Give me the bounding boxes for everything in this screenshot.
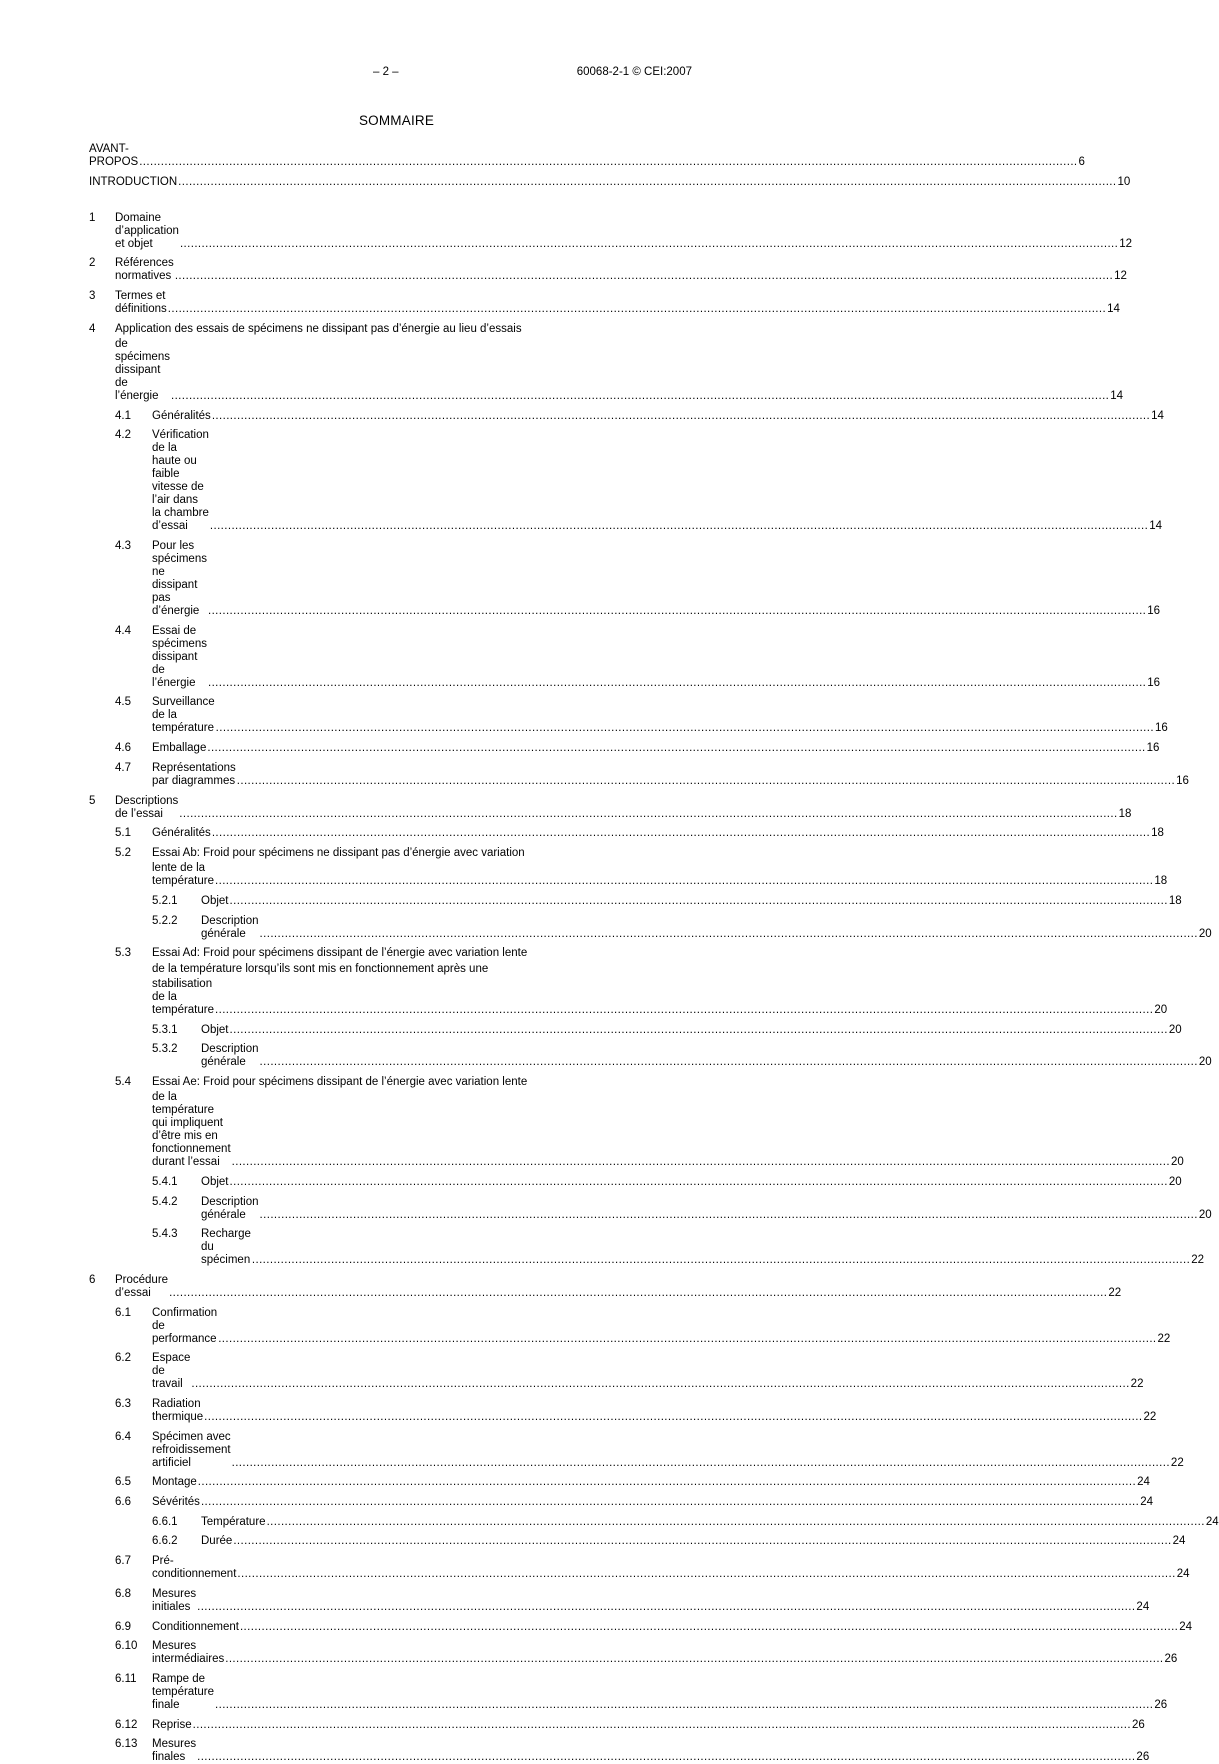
toc-entry[interactable] <box>89 1555 1190 1581</box>
toc-entry-number: 5.2.2 <box>152 914 178 927</box>
toc-entry-title: Confirmation de performance <box>152 1306 218 1345</box>
page-number: – 2 – <box>373 66 399 78</box>
toc-entry-number: 6.12 <box>115 1718 138 1731</box>
dot-leader <box>215 1699 1153 1712</box>
toc-entry[interactable] <box>89 1023 1182 1037</box>
toc-entry-title: Description générale <box>201 914 259 940</box>
dot-leader <box>204 1411 1142 1424</box>
toc-entry-title: Espace de travail <box>152 1352 191 1391</box>
toc-entry-number: 5.3.2 <box>152 1043 178 1056</box>
toc-entry[interactable] <box>89 1075 1184 1169</box>
dot-leader <box>225 1653 1163 1666</box>
toc-entry-title: Généralités <box>152 409 211 422</box>
toc-entry-title-line: Essai Ab: Froid pour spécimens ne dissipant pas d’énergie avec variation <box>152 846 525 859</box>
toc-entry[interactable] <box>89 1738 1150 1764</box>
dot-leader <box>218 1333 1156 1346</box>
toc-entry-number: 4.7 <box>115 761 131 774</box>
dot-leader <box>240 1621 1178 1634</box>
toc-entry-page: 20 <box>1154 1003 1168 1016</box>
toc-entry-title: Objet <box>201 1175 229 1188</box>
toc-entry-number: 5.1 <box>115 827 131 840</box>
toc-entry-page: 24 <box>1140 1496 1154 1509</box>
toc-entry-title: Descriptions de l’essai <box>115 794 179 820</box>
toc-entry-page: 20 <box>1170 1156 1184 1169</box>
toc-entry[interactable] <box>89 846 1168 888</box>
toc-entry-title: de la température qui impliquent d’être mis en fonctionnement durant l’essai <box>152 1091 231 1169</box>
toc-entry-page: 20 <box>1198 927 1212 940</box>
toc-entry-page: 14 <box>1107 303 1120 316</box>
toc-entry-title: Vérification de la haute ou faible vitesse de l’air dans la chambre d’essai <box>152 429 209 533</box>
toc-entry[interactable] <box>89 1672 1168 1712</box>
toc-entry-title: Pour les spécimens ne dissipant pas d’énergie <box>152 540 207 618</box>
dot-leader <box>180 238 1118 251</box>
toc-entry-title: Mesures initiales <box>152 1587 197 1613</box>
dot-leader <box>212 410 1150 423</box>
toc-entry-page: 22 <box>1170 1456 1184 1469</box>
toc-entry-number: 6.3 <box>115 1398 131 1411</box>
toc-entry[interactable] <box>89 175 1131 189</box>
toc-entry[interactable] <box>89 1273 1122 1300</box>
toc-entry-number: 4.3 <box>115 540 131 553</box>
dot-leader <box>178 176 1116 189</box>
toc-entry-page: 20 <box>1168 1023 1182 1036</box>
toc-entry-number: 6.9 <box>115 1620 131 1633</box>
toc-entry-page: 18 <box>1118 807 1132 820</box>
toc-entry-title: AVANT-PROPOS <box>89 143 139 168</box>
toc-entry-page: 14 <box>1149 520 1162 533</box>
toc-entry-title: Objet <box>201 894 229 907</box>
toc-entry-number: 6.1 <box>115 1306 131 1319</box>
toc-entry-page: 24 <box>1172 1535 1186 1548</box>
dot-leader <box>168 303 1106 316</box>
toc-entry-number: 6.13 <box>115 1738 138 1751</box>
toc-entry-number: 4.5 <box>115 696 131 709</box>
dot-leader <box>230 1176 1168 1189</box>
dot-leader <box>197 1751 1135 1764</box>
toc-entry-title: Représentations par diagrammes <box>152 761 236 787</box>
dot-leader <box>216 722 1154 735</box>
toc-entry[interactable] <box>89 540 1161 618</box>
toc-entry-page: 26 <box>1131 1718 1145 1731</box>
dot-leader <box>215 875 1153 888</box>
toc-entry-number: 5.4.1 <box>152 1175 178 1188</box>
dot-leader <box>191 1378 1129 1391</box>
dot-leader <box>175 270 1113 283</box>
toc-entry[interactable] <box>89 696 1168 735</box>
toc-entry-page: 6 <box>1078 156 1085 168</box>
toc-entry[interactable] <box>89 1398 1157 1424</box>
dot-leader <box>232 1156 1170 1169</box>
toc-entry-page: 12 <box>1119 237 1133 250</box>
toc-entry-number: 2 <box>89 257 96 270</box>
toc-entry-title: INTRODUCTION <box>89 175 178 188</box>
toc-entry-number: 6.4 <box>115 1430 131 1443</box>
toc-entry[interactable] <box>89 1352 1144 1391</box>
toc-entry-number: 6.5 <box>115 1476 131 1489</box>
toc-entry-number: 6.6.2 <box>152 1535 178 1548</box>
dot-leader <box>233 1535 1171 1548</box>
toc-entry-page: 24 <box>1137 1476 1150 1489</box>
dot-leader <box>210 520 1148 533</box>
toc-entry-title: Description générale <box>201 1043 259 1069</box>
toc-entry-title-line: Application des essais de spécimens ne dissipant pas d’énergie au lieu d’essais <box>115 322 522 335</box>
toc-entry-page: 26 <box>1154 1698 1168 1711</box>
toc-entry-title: Radiation thermique <box>152 1398 204 1424</box>
table-of-contents <box>89 143 1219 1764</box>
dot-leader <box>198 1476 1136 1489</box>
toc-entry[interactable] <box>89 257 1127 283</box>
toc-entry[interactable] <box>89 1476 1150 1489</box>
toc-entry-title: Conditionnement <box>152 1620 239 1633</box>
toc-entry-number: 6 <box>89 1273 96 1286</box>
toc-entry-page: 14 <box>1151 409 1164 422</box>
toc-entry-number: 6.7 <box>115 1555 131 1568</box>
toc-entry-number: 4.1 <box>115 409 131 422</box>
toc-entry[interactable] <box>89 1620 1193 1634</box>
toc-entry[interactable] <box>89 1515 1219 1529</box>
toc-entry[interactable] <box>89 211 1133 251</box>
toc-entry-number: 4.6 <box>115 742 131 755</box>
dot-leader <box>201 1496 1139 1509</box>
toc-entry[interactable] <box>89 290 1120 316</box>
toc-entry-title: de spécimens dissipant de l’énergie <box>115 338 170 403</box>
toc-entry-number: 5.4.3 <box>152 1228 178 1241</box>
toc-entry-number: 5.2.1 <box>152 894 178 907</box>
dot-leader <box>179 808 1117 821</box>
toc-entry-number: 5.3 <box>115 947 131 960</box>
toc-entry-page: 16 <box>1147 676 1161 689</box>
toc-entry-title: Généralités <box>152 827 211 840</box>
toc-entry[interactable] <box>89 1306 1171 1346</box>
dot-leader <box>215 1004 1153 1017</box>
page-title: SOMMAIRE <box>358 113 435 128</box>
toc-entry-title: lente de la température <box>152 862 215 888</box>
toc-entry-title: Reprise <box>152 1718 192 1731</box>
toc-entry-page: 24 <box>1176 1568 1190 1581</box>
toc-entry[interactable] <box>89 894 1182 908</box>
toc-entry[interactable] <box>89 322 1124 403</box>
toc-entry[interactable] <box>89 1175 1182 1189</box>
toc-entry-number: 3 <box>89 290 96 303</box>
dot-leader <box>139 156 1077 169</box>
toc-entry[interactable] <box>89 1640 1178 1666</box>
toc-entry-page: 14 <box>1110 390 1124 403</box>
toc-entry-number: 4 <box>89 322 96 335</box>
toc-entry-number: 5.4 <box>115 1075 131 1088</box>
dot-leader <box>252 1254 1190 1267</box>
dot-leader <box>237 1568 1175 1581</box>
toc-entry-page: 26 <box>1164 1653 1178 1666</box>
toc-entry-page: 12 <box>1114 270 1127 283</box>
toc-entry-page: 22 <box>1130 1378 1144 1391</box>
toc-entry[interactable] <box>89 794 1132 821</box>
toc-entry-page: 20 <box>1198 1208 1212 1221</box>
toc-entry[interactable] <box>89 1430 1184 1470</box>
toc-entry[interactable] <box>89 1496 1154 1509</box>
document-reference: 60068-2-1 © CEI:2007 <box>576 66 692 78</box>
toc-entry-title: Essai de spécimens dissipant de l’énergie <box>152 624 207 689</box>
toc-entry-page: 16 <box>1146 742 1160 755</box>
toc-entry-page: 24 <box>1179 1620 1193 1633</box>
toc-entry-number: 5.2 <box>115 846 131 859</box>
toc-entry-number: 6.2 <box>115 1352 131 1365</box>
toc-entry-page: 20 <box>1168 1175 1182 1188</box>
toc-entry[interactable] <box>89 429 1162 533</box>
toc-entry-page: 26 <box>1136 1751 1150 1764</box>
dot-leader <box>208 677 1146 690</box>
toc-entry[interactable] <box>89 761 1189 788</box>
toc-entry[interactable] <box>89 143 1085 169</box>
toc-entry-number: 4.2 <box>115 429 131 442</box>
toc-entry-title: Sévérités <box>152 1496 200 1509</box>
toc-entry-title: Rampe de température finale <box>152 1672 215 1711</box>
dot-leader <box>169 1287 1107 1300</box>
toc-entry[interactable] <box>89 1587 1150 1614</box>
toc-entry-title: Montage <box>152 1476 197 1489</box>
toc-entry-number: 5.4.2 <box>152 1195 178 1208</box>
toc-entry-title-line: de la température lorsqu’ils sont mis en fonctionnement après une <box>152 962 489 975</box>
toc-entry-number: 4.4 <box>115 624 131 637</box>
toc-entry[interactable] <box>89 624 1161 690</box>
dot-leader <box>230 1024 1168 1037</box>
dot-leader <box>267 1516 1205 1529</box>
toc-entry-number: 6.10 <box>115 1640 138 1653</box>
toc-entry-title: Domaine d’application et objet <box>115 211 179 250</box>
toc-entry-page: 16 <box>1154 722 1168 735</box>
toc-entry[interactable] <box>89 1718 1145 1732</box>
toc-entry-title: Références normatives <box>115 257 174 283</box>
toc-entry-number: 6.11 <box>115 1672 137 1685</box>
dot-leader <box>212 827 1150 840</box>
toc-entry-page: 22 <box>1191 1254 1204 1267</box>
toc-entry-page: 22 <box>1157 1332 1171 1345</box>
toc-entry-title: Mesures finales <box>152 1738 197 1764</box>
toc-entry[interactable] <box>89 1195 1212 1222</box>
toc-entry-title: Procédure d’essai <box>115 1273 169 1299</box>
toc-entry-title: Pré-conditionnement <box>152 1555 237 1581</box>
toc-entry-page: 16 <box>1147 605 1161 618</box>
toc-entry-number: 6.6 <box>115 1496 131 1509</box>
toc-entry-title: Durée <box>201 1535 233 1548</box>
toc-entry[interactable] <box>89 1043 1212 1069</box>
dot-leader <box>207 742 1145 755</box>
toc-entry-page: 22 <box>1143 1411 1157 1424</box>
toc-entry-number: 6.8 <box>115 1587 131 1600</box>
toc-entry-page: 10 <box>1117 175 1131 188</box>
toc-entry[interactable] <box>89 914 1212 941</box>
toc-entry[interactable] <box>89 1228 1204 1267</box>
toc-entry-page: 24 <box>1136 1600 1150 1613</box>
toc-entry-title-line: Essai Ad: Froid pour spécimens dissipant de l’énergie avec variation lente <box>152 947 528 960</box>
toc-entry-number: 5.3.1 <box>152 1023 178 1036</box>
toc-entry-title: Spécimen avec refroidissement artificiel <box>152 1430 231 1469</box>
toc-entry[interactable] <box>89 409 1164 423</box>
dot-leader <box>230 895 1168 908</box>
dot-leader <box>197 1601 1135 1614</box>
toc-entry-title: Mesures intermédiaires <box>152 1640 225 1666</box>
toc-entry[interactable] <box>89 947 1168 1017</box>
toc-entry-number: 5 <box>89 794 96 807</box>
toc-entry-title: Surveillance de la température <box>152 696 215 735</box>
toc-entry-title: Description générale <box>201 1195 259 1221</box>
dot-leader <box>171 390 1109 403</box>
toc-entry-title: Recharge du spécimen <box>201 1228 251 1267</box>
toc-entry-number: 6.6.1 <box>152 1515 178 1528</box>
toc-entry[interactable] <box>89 827 1164 840</box>
dot-leader <box>260 928 1198 941</box>
dot-leader <box>208 605 1146 618</box>
dot-leader <box>237 775 1175 788</box>
toc-entry-page: 24 <box>1205 1515 1219 1528</box>
toc-entry-title: Objet <box>201 1023 229 1036</box>
dot-leader <box>232 1457 1170 1470</box>
toc-entry-title: Termes et définitions <box>115 290 167 316</box>
toc-entry[interactable] <box>89 742 1160 755</box>
toc-entry-page: 18 <box>1154 875 1168 888</box>
toc-entry-page: 22 <box>1108 1286 1122 1299</box>
toc-entry[interactable] <box>89 1535 1186 1548</box>
toc-entry-title: Température <box>201 1515 266 1528</box>
dot-leader <box>260 1056 1198 1069</box>
dot-leader <box>193 1719 1131 1732</box>
toc-entry-number: 1 <box>89 211 96 224</box>
toc-entry-page: 18 <box>1168 894 1182 907</box>
toc-entry-title: Emballage <box>152 742 207 755</box>
toc-entry-page: 16 <box>1176 774 1189 787</box>
dot-leader <box>260 1209 1198 1222</box>
toc-entry-page: 20 <box>1198 1056 1212 1069</box>
toc-entry-title: stabilisation de la température <box>152 977 215 1016</box>
toc-entry-title-line: Essai Ae: Froid pour spécimens dissipant de l’énergie avec variation lente <box>152 1075 528 1088</box>
toc-entry-page: 18 <box>1151 827 1164 840</box>
